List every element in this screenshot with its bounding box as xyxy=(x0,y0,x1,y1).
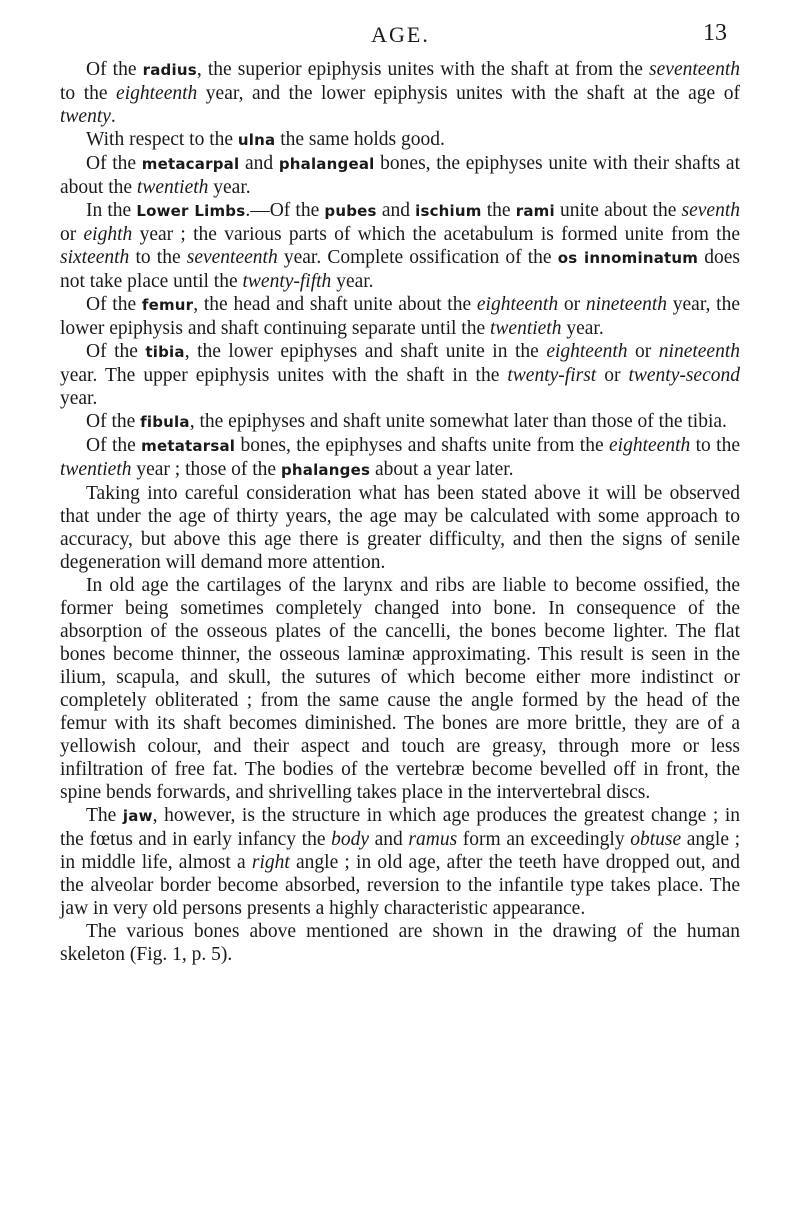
italic-text: obtuse xyxy=(630,829,682,850)
text-run: angle ; in middle life, almost a xyxy=(60,829,741,873)
text-run: Of the xyxy=(86,59,143,80)
text-run: to the xyxy=(690,435,740,456)
text-run: or xyxy=(558,294,586,315)
italic-text: seventeenth xyxy=(186,247,278,268)
text-run: angle ; in old age, after the teeth have dropped out, and the alveolar border become absorbed, reversion to the infantile type takes place. The jaw in very old persons presents a highly characteristic appearance. xyxy=(60,852,740,919)
bold-term: jaw xyxy=(122,807,153,825)
text-run: The various bones above mentioned are shown in the drawing of the human skeleton (Fig. 1, p. 5). xyxy=(60,921,740,965)
text-run: , the superior epiphysis unites with the shaft at from the xyxy=(196,59,650,80)
text-run: . xyxy=(110,106,116,127)
paragraph xyxy=(60,293,740,340)
italic-text: eighteenth xyxy=(476,294,559,315)
text-run: Of the xyxy=(86,411,141,432)
text-run: Of the xyxy=(86,294,142,315)
bold-term: Lower Limbs xyxy=(136,202,246,220)
bold-term: metacarpal xyxy=(141,155,240,173)
text-run: year. xyxy=(208,177,251,198)
text-run: the same holds good. xyxy=(275,129,445,150)
text-run: year. The upper epiphysis unites with the shaft in the xyxy=(60,365,508,386)
text-run: year. xyxy=(561,318,604,339)
text-run: unite about the xyxy=(554,200,682,221)
text-run: In the xyxy=(86,200,137,221)
text-run: year, the lower epiphysis and shaft continuing separate until the xyxy=(60,294,740,339)
paragraph xyxy=(60,574,740,804)
text-run: , the epiphyses and shaft unite somewhat later than those of the tibia. xyxy=(189,411,727,432)
italic-text: twenty-first xyxy=(507,365,597,386)
text-run: the xyxy=(481,200,516,221)
text-run: In old age the cartilages of the larynx and ribs are liable to become ossified, the former being sometimes completely changed into bone. In consequence of the absorption of the osseous plates of the cancelli, the bones become lighter. The flat bones become thinner, the osseous laminæ approximating. This result is seen in the ilium, scapula, and skull, the sutures of which become either more indistinct or completely obliterated ; from the same cause the angle formed by the head of the femur with its shaft becomes diminished. The bones are more brittle, they are of a yellowish colour, and their aspect and touch are greasy, through more or less infiltration of free fat. The bodies of the vertebræ become bevelled off in front, the spine bends forwards, and shrivelling takes place in the intervertebral discs. xyxy=(60,575,740,803)
text-run: , the head and shaft unite about the xyxy=(193,294,477,315)
text-run: year ; the various parts of which the acetabulum is formed unite from the xyxy=(132,224,740,245)
text-run: With respect to the xyxy=(86,129,238,150)
bold-term: metatarsal xyxy=(141,437,236,455)
italic-text: ramus xyxy=(408,829,458,850)
text-run: about a year later. xyxy=(370,459,514,480)
text-run: The xyxy=(86,805,123,826)
paragraph xyxy=(60,920,740,966)
bold-term: tibia xyxy=(145,343,185,361)
italic-text: nineteenth xyxy=(585,294,668,315)
text-run: Of the xyxy=(86,435,142,456)
bold-term: rami xyxy=(515,202,555,220)
paragraph xyxy=(60,340,740,410)
text-run: and xyxy=(369,829,409,850)
bold-term: ulna xyxy=(237,131,276,149)
text-run: form an exceedingly xyxy=(457,829,631,850)
text-run: bones, the epiphyses unite with their shafts at about the xyxy=(60,153,741,198)
text-run: or xyxy=(60,224,84,245)
paragraph xyxy=(60,434,740,482)
paragraph xyxy=(60,128,740,152)
text-run: or xyxy=(627,341,659,362)
italic-text: twenty-second xyxy=(628,365,740,386)
paragraph xyxy=(60,482,740,574)
bold-term: phalangeal xyxy=(278,155,375,173)
text-run: Of the xyxy=(86,153,142,174)
text-run: or xyxy=(596,365,629,386)
bold-term: pubes xyxy=(324,202,377,220)
bold-term: fibula xyxy=(140,413,190,431)
paragraph xyxy=(60,199,740,293)
text-run: to the xyxy=(60,83,117,104)
text-run: year. Complete ossification of the xyxy=(277,247,558,268)
text-run: .—Of the xyxy=(245,200,325,221)
italic-text: twenty xyxy=(60,106,111,127)
bold-term: radius xyxy=(142,61,197,79)
italic-text: twenty-fifth xyxy=(242,271,332,292)
italic-text: eighteenth xyxy=(609,435,691,456)
text-run: year. xyxy=(331,271,374,292)
italic-text: seventeenth xyxy=(649,59,740,80)
text-run: does not take place until the xyxy=(60,247,740,292)
body-text xyxy=(60,58,740,966)
italic-text: right xyxy=(251,852,290,873)
text-run: , however, is the structure in which age produces the greatest change ; in the fœtus and in early infancy the xyxy=(60,805,740,850)
text-run: and xyxy=(376,200,416,221)
text-run: year ; those of the xyxy=(131,459,281,480)
bold-term: ischium xyxy=(415,202,482,220)
text-run: year. xyxy=(60,388,98,409)
text-run: Taking into careful consideration what has been stated above it will be observed that under the age of thirty years, the age may be calculated with some approach to accuracy, but above this age there is greater difficulty, and then the signs of senile degeneration will demand more attention. xyxy=(60,483,740,573)
italic-text: sixteenth xyxy=(60,247,130,268)
page-number: 13 xyxy=(703,20,727,46)
italic-text: twentieth xyxy=(136,177,209,198)
paragraph xyxy=(60,152,740,199)
italic-text: twentieth xyxy=(489,318,562,339)
italic-text: eighteenth xyxy=(116,83,198,104)
italic-text: body xyxy=(331,829,370,850)
bold-term: os innominatum xyxy=(557,249,699,267)
italic-text: twentieth xyxy=(60,459,132,480)
italic-text: eighteenth xyxy=(546,341,628,362)
paragraph xyxy=(60,410,740,434)
text-run: year, and the lower epiphysis unites with the shaft at the age of xyxy=(197,83,740,104)
text-run: to the xyxy=(129,247,187,268)
text-run: Of the xyxy=(86,341,146,362)
paragraph xyxy=(60,804,740,920)
running-head: AGE. xyxy=(371,22,430,47)
italic-text: seventh xyxy=(681,200,740,221)
text-run: bones, the epiphyses and shafts unite from the xyxy=(235,435,610,456)
text-run: , the lower epiphyses and shaft unite in the xyxy=(184,341,547,362)
italic-text: eighth xyxy=(83,224,133,245)
paragraph xyxy=(60,58,740,128)
text-run: and xyxy=(239,153,279,174)
bold-term: femur xyxy=(141,296,194,314)
italic-text: nineteenth xyxy=(658,341,740,362)
bold-term: phalanges xyxy=(280,461,371,479)
page-header xyxy=(0,16,801,56)
